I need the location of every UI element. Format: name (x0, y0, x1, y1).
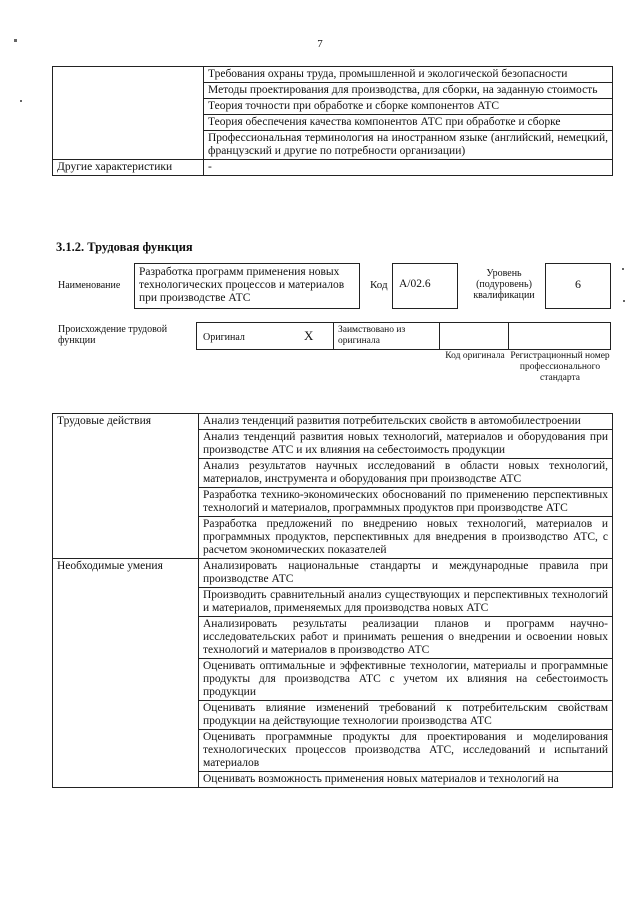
action-item: Анализ результатов научных исследований в области новых технологий, материалов, инструмента и оборудования при производстве АТС (199, 459, 613, 488)
skill-item: Производить сравнительный анализ существующих и перспективных технологий и материалов, применяемых для производства новых АТС (199, 588, 613, 617)
action-item: Разработка технико-экономических обоснований по применению перспективных технологий и материалов, программных продуктов при производстве АТС (199, 488, 613, 517)
scan-speck (623, 300, 625, 302)
origin-code-cell (439, 322, 509, 350)
knowledge-table (52, 66, 613, 176)
action-item: Разработка предложений по внедрению новых технологий, материалов и программных продуктов, перспективных для внедрения в производство АТС, с расчетом экономических показателей (199, 517, 613, 559)
borrowed-label: Заимствовано из оригинала (338, 325, 406, 346)
knowledge-item: Теория точности при обработке и сборке компонентов АТС (204, 99, 613, 115)
code-caption: Код оригинала (445, 351, 505, 361)
actions-label: Трудовые действия (53, 414, 199, 559)
function-code-box (392, 263, 458, 309)
other-characteristics-label: Другие характеристики (53, 160, 204, 176)
origin-row (196, 322, 611, 350)
knowledge-item: Методы проектирования для производства, для сборки, на заданную стоимость (204, 83, 613, 99)
skills-label: Необходимые умения (53, 559, 199, 788)
level-label: Уровень (подуровень) квалификации (473, 268, 535, 301)
function-code-value: А/02.6 (399, 278, 431, 290)
knowledge-item: Требования охраны труда, промышленной и экологической безопасности (204, 67, 613, 83)
skill-item: Анализировать результаты реализации планов и программ научно-исследовательских работ и принимать решения о внедрении и освоении новых технологий и материалов в производство АТС (199, 617, 613, 659)
scan-speck (622, 268, 624, 270)
origin-reg-cell (508, 322, 611, 350)
original-cell (196, 322, 334, 350)
skill-item: Оценивать программные продукты для проектирования и моделирования технологических процессов производства АТС, исследований и испытаний материалов (199, 730, 613, 772)
action-item: Анализ тенденций развития потребительских свойств в автомобилестроении (199, 414, 613, 430)
skill-item: Анализировать национальные стандарты и международные правила при производстве АТС (199, 559, 613, 588)
skill-item: Оценивать влияние изменений требований к потребительским свойствам продукции на действующие технологии производства АТС (199, 701, 613, 730)
function-name-value: Разработка программ применения новых технологических процессов и материалов при производстве АТС (139, 266, 345, 304)
action-item: Анализ тенденций развития новых технологий, материалов и оборудования при производстве АТС и их влияния на себестоимость продукции (199, 430, 613, 459)
section-heading: 3.1.2. Трудовая функция (56, 240, 193, 254)
scan-speck (20, 100, 22, 102)
name-label: Наименование (58, 280, 121, 291)
empty-label-cell (53, 67, 204, 160)
level-value: 6 (575, 277, 581, 291)
skill-item: Оценивать возможность применения новых материалов и технологий на (199, 772, 613, 788)
function-name-box (134, 263, 360, 309)
knowledge-item: Теория обеспечения качества компонентов АТС при обработке и сборке (204, 115, 613, 131)
page-number: 7 (317, 38, 323, 50)
reg-caption: Регистрационный номер профессионального стандарта (510, 351, 610, 383)
original-mark: X (304, 328, 314, 343)
original-label: Оригинал (203, 332, 245, 343)
level-box (545, 263, 611, 309)
code-label: Код (370, 279, 388, 291)
function-table (52, 413, 613, 788)
borrowed-cell (333, 322, 440, 350)
knowledge-item: Профессиональная терминология на иностранном языке (английский, немецкий, французский и другие по потребности организации) (204, 131, 613, 160)
skill-item: Оценивать оптимальные и эффективные технологии, материалы и программные продукты для производства АТС с учетом их влияния на себестоимость продукции (199, 659, 613, 701)
origin-label: Происхождение трудовой функции (58, 324, 168, 346)
other-characteristics-value: - (204, 160, 613, 176)
